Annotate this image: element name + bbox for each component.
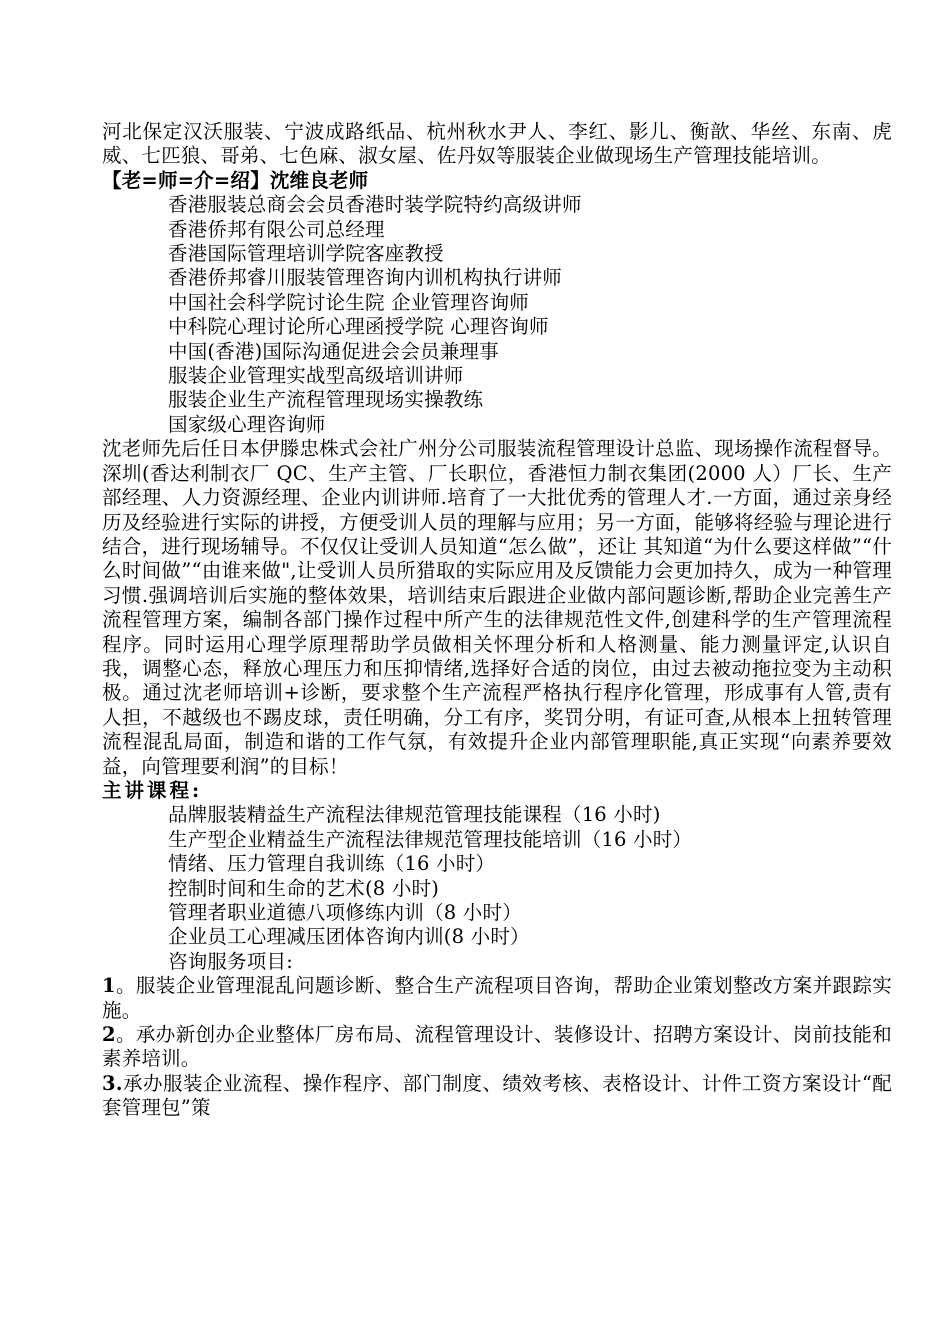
title-item: 香港侨邦有限公司总经理 — [168, 217, 385, 241]
course-item: 控制时间和生命的艺术(8 小时) — [168, 876, 440, 900]
service-item — [102, 974, 892, 1023]
course-item: 管理者职业道德八项修练内训（8 小时） — [168, 901, 522, 924]
teacher-heading: 【老=师=介=绍】沈维良老师 — [102, 168, 369, 192]
intro-paragraph: 河北保定汉沃服装、宁波成路纸品、杭州秋水尹人、李红、影儿、衡歆、华丝、东南、虎威、七匹狼、哥弟、七色麻、淑女屋、佐丹奴等服装企业做现场生产管理技能培训。 — [102, 120, 892, 168]
service-item — [102, 1072, 892, 1121]
courses-label: 主讲课程: — [102, 778, 203, 802]
course-item: 企业员工心理减压团体咨询内训(8 小时） — [168, 925, 530, 949]
courses-list — [102, 803, 892, 949]
course-item: 生产型企业精益生产流程法律规范管理技能培训（16 小时） — [168, 827, 693, 851]
title-item: 香港服装总商会会员香港时装学院特约高级讲师 — [168, 193, 582, 217]
services-label: 咨询服务项目: — [168, 949, 293, 973]
title-item: 中科院心理讨论所心理函授学院 心理咨询师 — [168, 315, 549, 339]
course-item: 品牌服装精益生产流程法律规范管理技能课程（16 小时) — [168, 803, 661, 827]
service-text: 承办服装企业流程、操作程序、部门制度、绩效考核、表格设计、计件工资方案设计“配套管理包”策 — [102, 1071, 892, 1120]
service-text: 。承办新创办企业整体厂房布局、流程管理设计、装修设计、招聘方案设计、岗前技能和素养培训。 — [102, 1023, 892, 1071]
title-item: 国家级心理咨询师 — [168, 412, 326, 436]
title-item: 服装企业生产流程管理现场实操教练 — [168, 388, 484, 412]
bio-paragraph: 沈老师先后任日本伊滕忠株式会社广州分公司服装流程管理设计总监、现场操作流程督导。深圳(香达利制衣厂 QC、生产主管、厂长职位，香港恒力制衣集团(2000 人）厂长、生产部经理、人力资源经理、企业内训讲师.培育了一大批优秀的管理人才.一方面，通过亲身经历及经验进行实际的讲授，方便受训人员的理解与应用；另一方面，能够将经验与理论进行结合，进行现场辅导。不仅仅让受训人员知道“怎么做”，还让 其知道“为什么要这样做”“什么时间做”“由谁来做",让受训人员所猎取的实际应用及反馈能力会更加持久，成为一种管理习惯.强调培训后实施的整体效果，培训结束后跟进企业做内部问题诊断,帮助企业完善生产流程管理方案，编制各部门操作过程中所产生的法律规范性文件,创建科学的生产管理流程程序。同时运用心理学原理帮助学员做相关怀理分析和人格测量、能力测量评定,认识自我，调整心态，释放心理压力和压抑情绪,选择好合适的岗位，由过去被动拖拉变为主动积极。通过沈老师培训+诊断，要求整个生产流程严格执行程序化管理，形成事有人管,责有人担，不越级也不踢皮球，责任明确，分工有序，奖罚分明，有证可查,从根本上扭转管理流程混乱局面，制造和谐的工作气氛，有效提升企业内部管理职能,真正实现“向素养要效益，向管理要利润”的目标！ — [102, 437, 892, 778]
title-item: 中国(香港)国际沟通促进会会员兼理事 — [168, 339, 499, 363]
service-number: 1 — [102, 974, 116, 998]
service-text: 。服装企业管理混乱问题诊断、整合生产流程项目咨询，帮助企业策划整改方案并跟踪实施。 — [102, 974, 892, 1022]
title-item: 服装企业管理实战型高级培训讲师 — [168, 364, 464, 388]
document-body — [102, 120, 892, 1121]
services-list — [102, 974, 892, 1120]
title-item: 香港国际管理培训学院客座教授 — [168, 242, 444, 266]
titles-list — [102, 193, 892, 437]
course-item: 情绪、压力管理自我训练（16 小时） — [168, 852, 496, 876]
service-number: 2 — [102, 1023, 116, 1047]
service-number: 3. — [102, 1071, 123, 1095]
title-item: 中国社会科学院讨论生院 企业管理咨询师 — [168, 290, 529, 314]
title-item: 香港侨邦睿川服装管理咨询内训机构执行讲师 — [168, 266, 563, 290]
service-item — [102, 1023, 892, 1072]
